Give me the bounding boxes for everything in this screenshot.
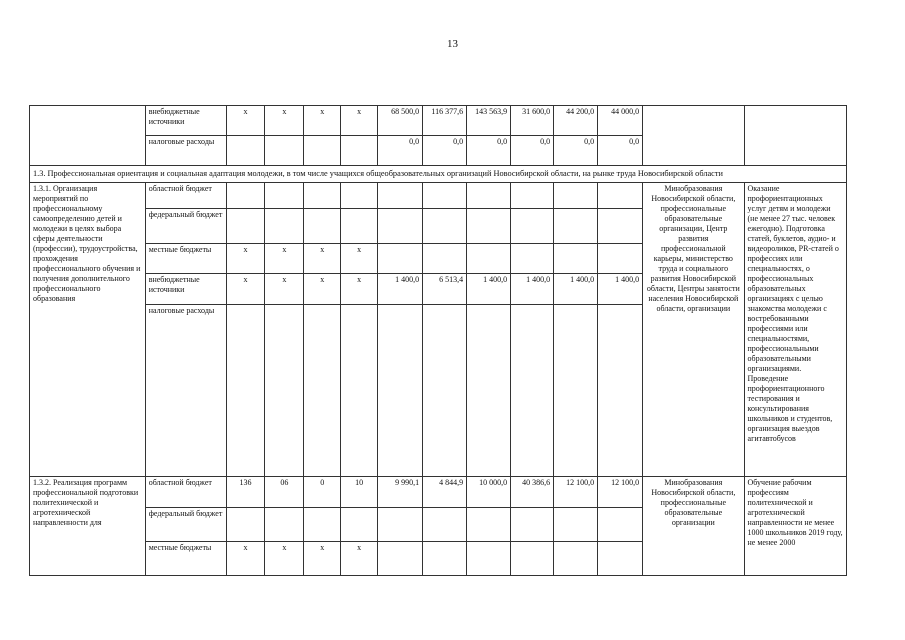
value-cell: 0,0 (378, 136, 423, 166)
value-cell (378, 209, 423, 244)
value-cell (554, 244, 598, 274)
value-cell (598, 209, 643, 244)
value-cell (598, 183, 643, 209)
value-cell (304, 183, 341, 209)
value-cell (265, 508, 304, 542)
executor-cell (643, 106, 744, 166)
value-cell: 12 100,0 (554, 477, 598, 508)
value-cell (467, 508, 511, 542)
value-cell: 1 400,0 (598, 274, 643, 305)
item-name-cell: 1.3.2. Реализация программ профессиональной подготовки политехнической и агротехнической направленности для (30, 477, 146, 576)
funding-source-cell: внебюджетные источники (145, 106, 226, 136)
funding-source-cell: местные бюджеты (145, 244, 226, 274)
funding-source-cell: федеральный бюджет (145, 209, 226, 244)
value-cell (598, 305, 643, 477)
value-cell (226, 209, 265, 244)
value-cell (511, 508, 554, 542)
value-cell (423, 183, 467, 209)
value-cell (265, 209, 304, 244)
value-cell (554, 542, 598, 576)
value-cell (423, 209, 467, 244)
funding-source-cell: местные бюджеты (145, 542, 226, 576)
value-cell (511, 542, 554, 576)
item-name-cell: 1.3.1. Организация мероприятий по профессиональному самоопределению детей и молодежи в целях выбора сферы деятельности (профессии), трудоустройства, прохождения профессионального обучения и получения дополнительного профессионального образования (30, 183, 146, 477)
value-cell: x (304, 274, 341, 305)
value-cell: x (265, 106, 304, 136)
value-cell: 1 400,0 (378, 274, 423, 305)
value-cell: 4 844,9 (423, 477, 467, 508)
value-cell: x (341, 244, 378, 274)
value-cell (341, 508, 378, 542)
section-title: 1.3. Профессиональная ориентация и социальная адаптация молодежи, в том числе учащихся общеобразовательных организаций Новосибирской области, на рынке труда Новосибирской области (30, 166, 847, 183)
value-cell (511, 305, 554, 477)
value-cell (226, 136, 265, 166)
value-cell (467, 183, 511, 209)
value-cell (378, 244, 423, 274)
value-cell: x (341, 106, 378, 136)
value-cell: 12 100,0 (598, 477, 643, 508)
value-cell: 0,0 (511, 136, 554, 166)
table-row (30, 183, 847, 209)
value-cell (598, 508, 643, 542)
value-cell: 6 513,4 (423, 274, 467, 305)
value-cell: 06 (265, 477, 304, 508)
item-name-cell (30, 106, 146, 166)
value-cell: 0,0 (423, 136, 467, 166)
value-cell (554, 305, 598, 477)
value-cell: x (304, 542, 341, 576)
value-cell: x (304, 106, 341, 136)
funding-source-cell: областной бюджет (145, 183, 226, 209)
value-cell: x (341, 542, 378, 576)
value-cell: x (226, 244, 265, 274)
value-cell (378, 508, 423, 542)
value-cell: x (265, 274, 304, 305)
value-cell (304, 209, 341, 244)
value-cell: 10 (341, 477, 378, 508)
value-cell (265, 183, 304, 209)
value-cell (226, 183, 265, 209)
value-cell (511, 183, 554, 209)
value-cell: 31 600,0 (511, 106, 554, 136)
table-row (30, 477, 847, 508)
value-cell (304, 508, 341, 542)
value-cell (341, 209, 378, 244)
value-cell: x (304, 244, 341, 274)
value-cell (265, 305, 304, 477)
value-cell (341, 305, 378, 477)
value-cell: 0,0 (467, 136, 511, 166)
value-cell: x (226, 106, 265, 136)
value-cell (304, 136, 341, 166)
value-cell (378, 542, 423, 576)
value-cell (511, 244, 554, 274)
value-cell (598, 542, 643, 576)
value-cell (226, 305, 265, 477)
value-cell: x (265, 542, 304, 576)
value-cell: 44 000,0 (598, 106, 643, 136)
value-cell (467, 305, 511, 477)
value-cell (341, 136, 378, 166)
value-cell: 44 200,0 (554, 106, 598, 136)
result-cell: Обучение рабочим профессиям политехнической и агротехнической направленности не менее 1000 школьников 2019 году, не менее 2000 (744, 477, 846, 576)
value-cell: 1 400,0 (554, 274, 598, 305)
value-cell: x (341, 274, 378, 305)
value-cell (378, 305, 423, 477)
value-cell: x (226, 542, 265, 576)
value-cell: x (226, 274, 265, 305)
page-number: 13 (447, 38, 458, 50)
value-cell: 116 377,6 (423, 106, 467, 136)
value-cell: 40 386,6 (511, 477, 554, 508)
value-cell: 9 990,1 (378, 477, 423, 508)
value-cell (467, 542, 511, 576)
value-cell: x (265, 244, 304, 274)
value-cell (554, 508, 598, 542)
value-cell: 0,0 (554, 136, 598, 166)
funding-source-cell: федеральный бюджет (145, 508, 226, 542)
value-cell (467, 209, 511, 244)
value-cell: 143 563,9 (467, 106, 511, 136)
value-cell: 1 400,0 (467, 274, 511, 305)
executor-cell: Минобразования Новосибирской области, профессиональные образовательные организации (643, 477, 744, 576)
funding-source-cell: внебюджетные источники (145, 274, 226, 305)
value-cell (598, 244, 643, 274)
value-cell: 0 (304, 477, 341, 508)
value-cell (423, 542, 467, 576)
value-cell: 1 400,0 (511, 274, 554, 305)
value-cell (341, 183, 378, 209)
value-cell (554, 183, 598, 209)
value-cell (265, 136, 304, 166)
section-row (30, 166, 847, 183)
value-cell (423, 244, 467, 274)
budget-table (29, 105, 847, 576)
value-cell: 68 500,0 (378, 106, 423, 136)
funding-source-cell: налоговые расходы (145, 305, 226, 477)
value-cell: 10 000,0 (467, 477, 511, 508)
funding-source-cell: налоговые расходы (145, 136, 226, 166)
value-cell (511, 209, 554, 244)
result-cell (744, 106, 846, 166)
value-cell (378, 183, 423, 209)
result-cell: Оказание профориентационных услуг детям и молодежи (не менее 27 тыс. человек ежегодно). Подготовка статей, буклетов, аудио- и видеороликов, PR-статей о профессиях или специальностях, о профессиональных образовательных организациях с целью знакомства молодежи с востребованными профессиями или специальностями, профессиональными образовательными организациями. Проведение профориентационного тестирования и консультирования школьников и студентов, организация выездов агитавтобусов (744, 183, 846, 477)
value-cell: 0,0 (598, 136, 643, 166)
value-cell (467, 244, 511, 274)
value-cell: 136 (226, 477, 265, 508)
value-cell (423, 305, 467, 477)
funding-source-cell: областной бюджет (145, 477, 226, 508)
executor-cell: Минобразования Новосибирской области, профессиональные образовательные организации, Центр развития профессиональной карьеры, министерство труда и социального развития Новосибирской области, Центры занятости населения Новосибирской области, организации (643, 183, 744, 477)
table-row (30, 106, 847, 136)
value-cell (554, 209, 598, 244)
value-cell (304, 305, 341, 477)
value-cell (226, 508, 265, 542)
value-cell (423, 508, 467, 542)
